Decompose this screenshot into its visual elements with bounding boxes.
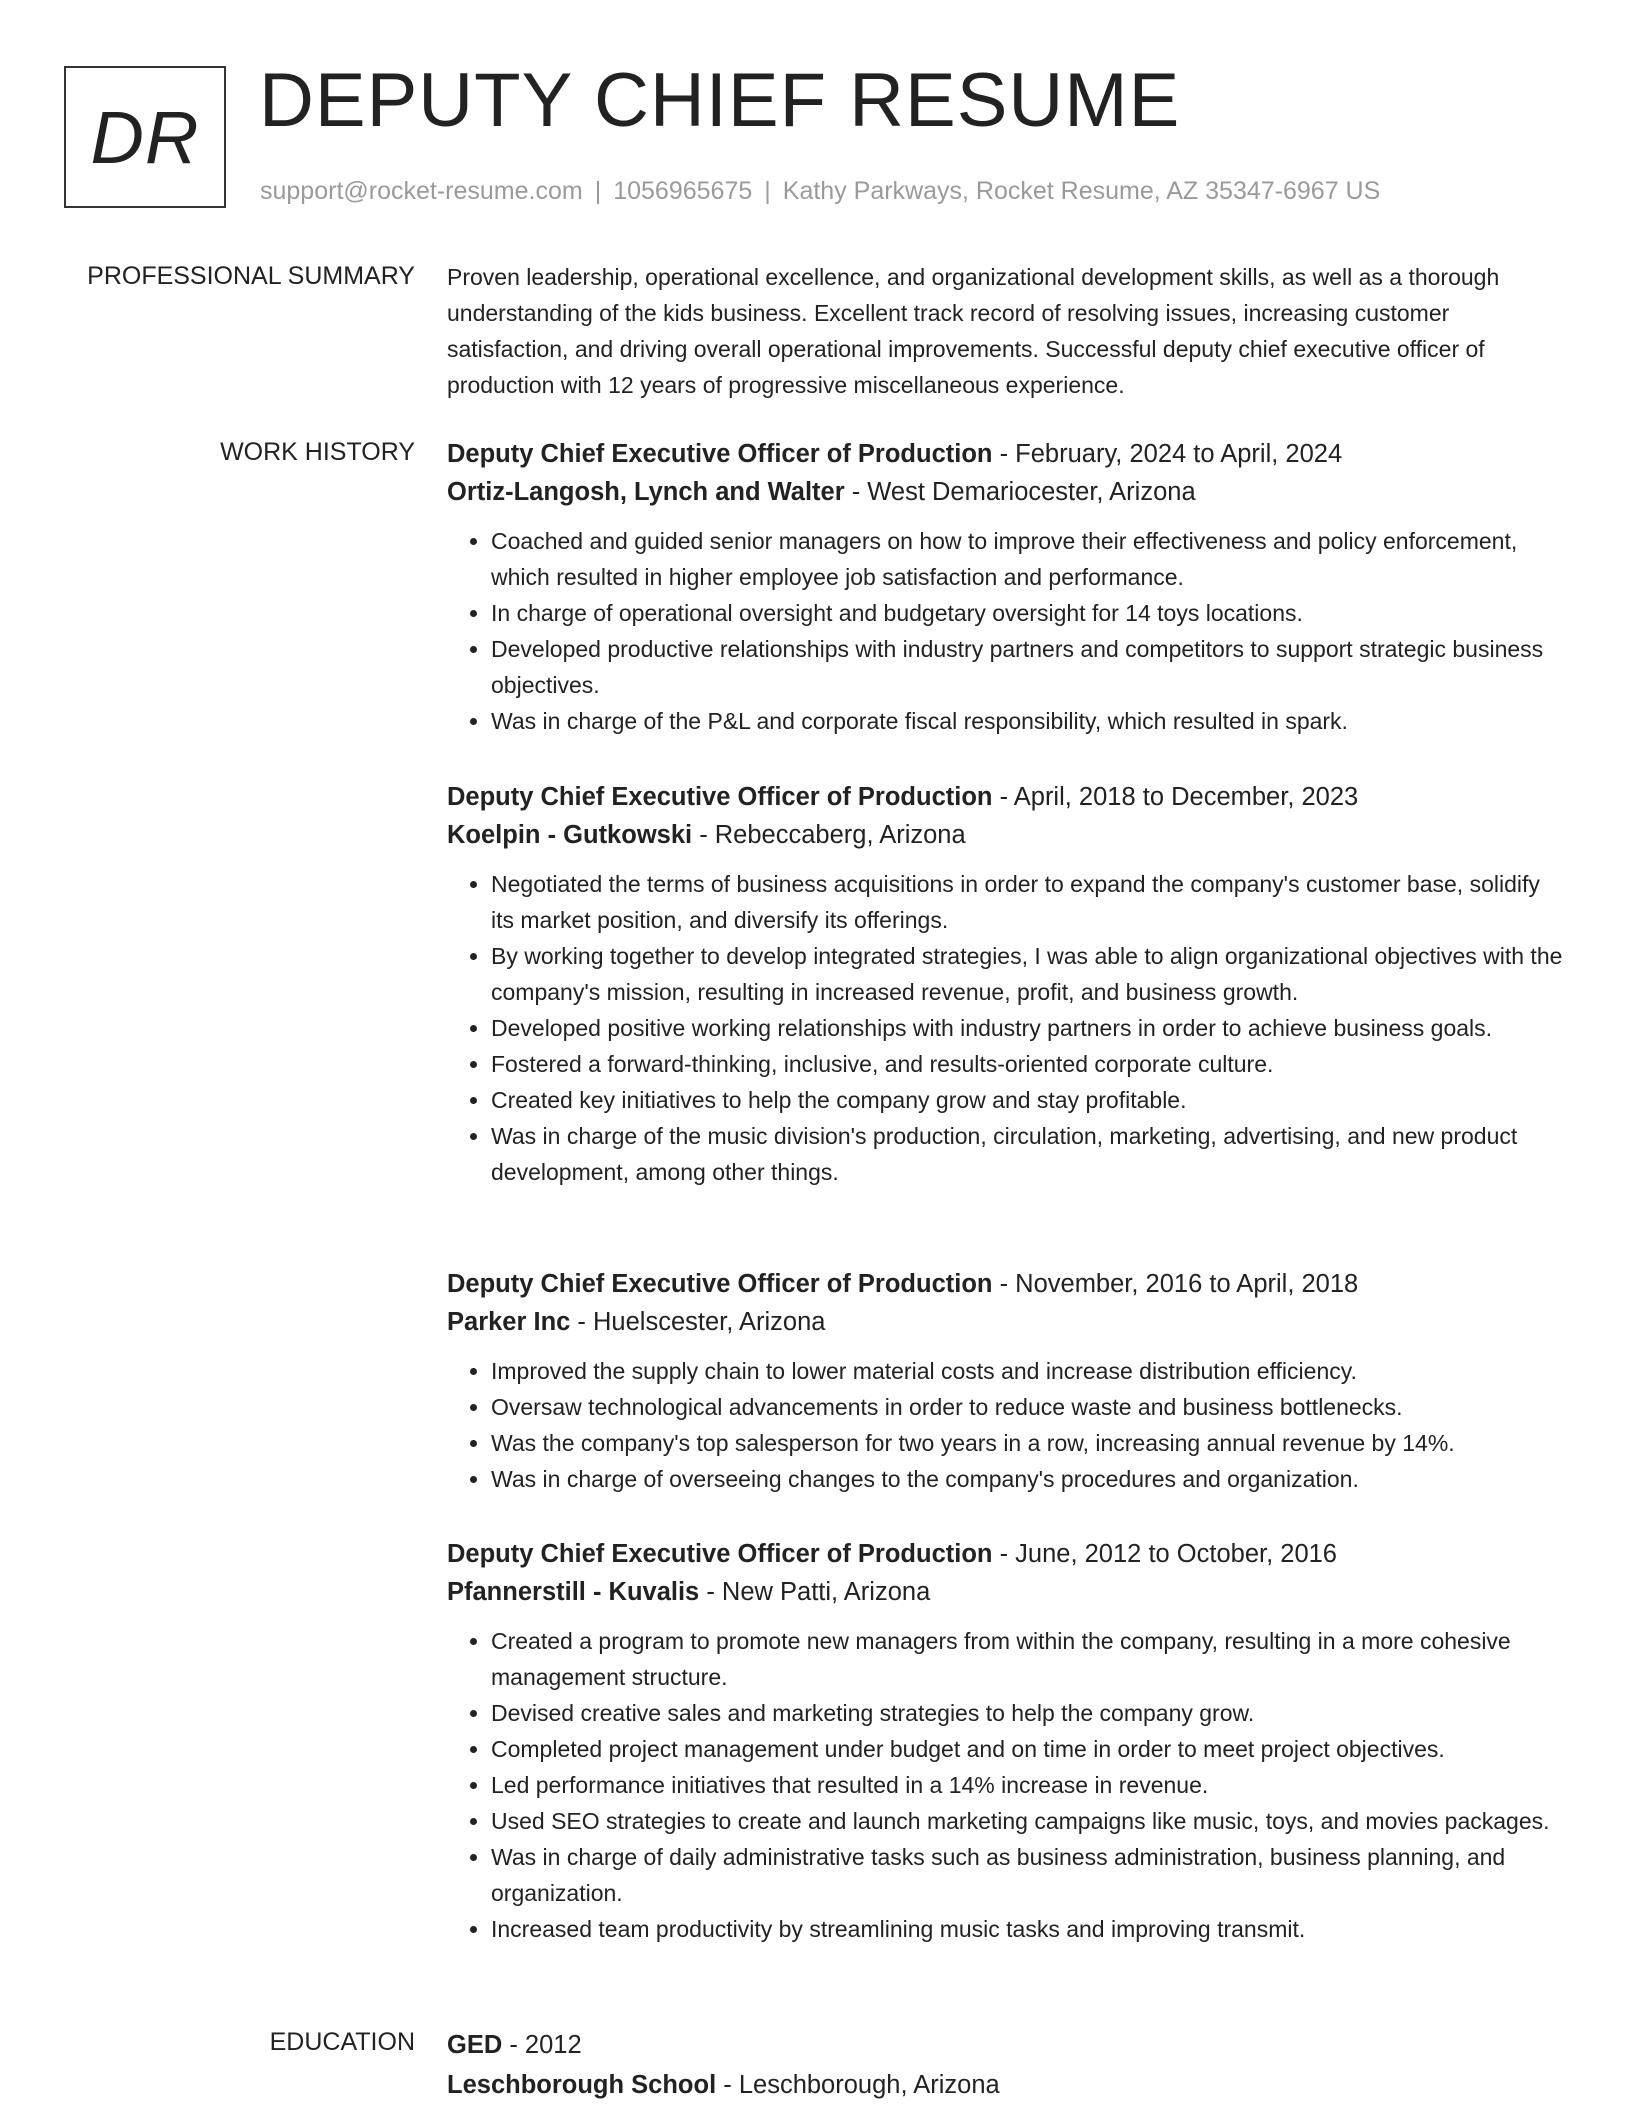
job-bullet: • Used SEO strategies to create and launch marketing campaigns like music, toys, and movies packages.	[491, 1803, 1567, 1839]
job-bullets	[447, 523, 1567, 739]
summary-text: Proven leadership, operational excellence, and organizational development skills, as well as a thorough understanding of the kids business. Excellent track record of resolving issues, increasing customer satisfaction, and driving overall operational improvements. Successful deputy chief executive officer of production with 12 years of progressive miscellaneous experience.	[447, 264, 1500, 398]
contact-email: support@rocket-resume.com	[260, 177, 583, 205]
job-dates: - February, 2024 to April, 2024	[992, 440, 1343, 468]
job-bullet: • Led performance initiatives that resulted in a 14% increase in revenue.	[491, 1767, 1567, 1803]
job-dates: - June, 2012 to October, 2016	[992, 1540, 1337, 1568]
job-bullet: • Was the company's top salesperson for two years in a row, increasing annual revenue by 14%.	[491, 1425, 1567, 1461]
job-location: - New Patti, Arizona	[699, 1578, 931, 1606]
job-entry	[447, 778, 1567, 1190]
job-title-line	[447, 1265, 1567, 1303]
job-company-line	[447, 1303, 1567, 1341]
job-entry	[447, 435, 1567, 739]
job-bullet: • Increased team productivity by streamlining music tasks and improving transmit.	[491, 1911, 1567, 1947]
job-title: Deputy Chief Executive Officer of Production	[447, 783, 993, 811]
job-bullet: • Developed positive working relationships with industry partners in order to achieve business goals.	[491, 1010, 1567, 1046]
job-bullet: • Created a program to promote new managers from within the company, resulting in a more cohesive management structure.	[491, 1623, 1567, 1695]
contact-address: Kathy Parkways, Rocket Resume, AZ 35347-6967 US	[782, 177, 1381, 205]
job-bullet: • Was in charge of daily administrative tasks such as business administration, business planning, and organization.	[491, 1839, 1567, 1911]
monogram-badge: DR	[64, 66, 226, 208]
job-company-line	[447, 816, 1567, 854]
job-bullet: • Completed project management under budget and on time in order to meet project objectives.	[491, 1731, 1567, 1767]
education-year: - 2012	[502, 2031, 582, 2059]
job-bullets	[447, 866, 1567, 1190]
section-label-summary: PROFESSIONAL SUMMARY	[87, 262, 415, 290]
job-bullet: • Was in charge of the music division's production, circulation, marketing, advertising, and new product development, among other things.	[491, 1118, 1567, 1190]
job-title-line	[447, 1535, 1567, 1573]
section-label-work: WORK HISTORY	[220, 438, 415, 466]
contact-separator: |	[594, 177, 602, 205]
job-bullet: • Oversaw technological advancements in order to reduce waste and business bottlenecks.	[491, 1389, 1567, 1425]
job-bullet: • In charge of operational oversight and budgetary oversight for 14 toys locations.	[491, 595, 1567, 631]
job-bullet: • Improved the supply chain to lower material costs and increase distribution efficiency.	[491, 1353, 1567, 1389]
job-entry	[447, 1265, 1567, 1497]
section-label-education: EDUCATION	[269, 2028, 415, 2056]
job-location: - Rebeccaberg, Arizona	[692, 821, 966, 849]
job-company-line	[447, 473, 1567, 511]
job-title: Deputy Chief Executive Officer of Production	[447, 1270, 993, 1298]
job-bullet: • Coached and guided senior managers on how to improve their effectiveness and policy enforcement, which resulted in higher employee job satisfaction and performance.	[491, 523, 1567, 595]
job-title-line	[447, 778, 1567, 816]
job-entry	[447, 1535, 1567, 1947]
resume-title: DEPUTY CHIEF RESUME	[259, 58, 1181, 143]
job-bullet: • Was in charge of overseeing changes to the company's procedures and organization.	[491, 1461, 1567, 1497]
job-bullet: • Negotiated the terms of business acquisitions in order to expand the company's customer base, solidify its market position, and diversify its offerings.	[491, 866, 1567, 938]
job-location: - West Demariocester, Arizona	[844, 478, 1196, 506]
job-bullet: • By working together to develop integrated strategies, I was able to align organizational objectives with the company's mission, resulting in increased revenue, profit, and business growth.	[491, 938, 1567, 1010]
job-dates: - April, 2018 to December, 2023	[992, 783, 1359, 811]
job-title: Deputy Chief Executive Officer of Production	[447, 440, 993, 468]
job-company-line	[447, 1573, 1567, 1611]
job-bullet: • Developed productive relationships with industry partners and competitors to support strategic business objectives.	[491, 631, 1567, 703]
job-company: Ortiz-Langosh, Lynch and Walter	[447, 478, 845, 506]
contact-phone: 1056965675	[613, 177, 753, 205]
contact-separator: |	[764, 177, 771, 205]
job-company: Parker Inc	[447, 1308, 571, 1336]
job-bullet: • Was in charge of the P&L and corporate fiscal responsibility, which resulted in spark.	[491, 703, 1567, 739]
summary-body	[447, 259, 1567, 403]
job-company: Koelpin - Gutkowski	[447, 821, 693, 849]
education-degree-line	[447, 2025, 1567, 2065]
job-dates: - November, 2016 to April, 2018	[992, 1270, 1359, 1298]
job-bullet: • Created key initiatives to help the company grow and stay profitable.	[491, 1082, 1567, 1118]
contact-line	[260, 175, 1380, 207]
job-title: Deputy Chief Executive Officer of Production	[447, 1540, 993, 1568]
job-bullets	[447, 1623, 1567, 1947]
education-location: - Leschborough, Arizona	[716, 2071, 1000, 2099]
job-bullet: • Fostered a forward-thinking, inclusive, and results-oriented corporate culture.	[491, 1046, 1567, 1082]
job-title-line	[447, 435, 1567, 473]
education-school-line	[447, 2065, 1567, 2105]
education-body	[447, 2025, 1567, 2105]
education-school: Leschborough School	[447, 2071, 717, 2099]
job-bullet: • Devised creative sales and marketing strategies to help the company grow.	[491, 1695, 1567, 1731]
job-company: Pfannerstill - Kuvalis	[447, 1578, 700, 1606]
job-location: - Huelscester, Arizona	[570, 1308, 826, 1336]
job-bullets	[447, 1353, 1567, 1497]
education-degree: GED	[447, 2031, 503, 2059]
